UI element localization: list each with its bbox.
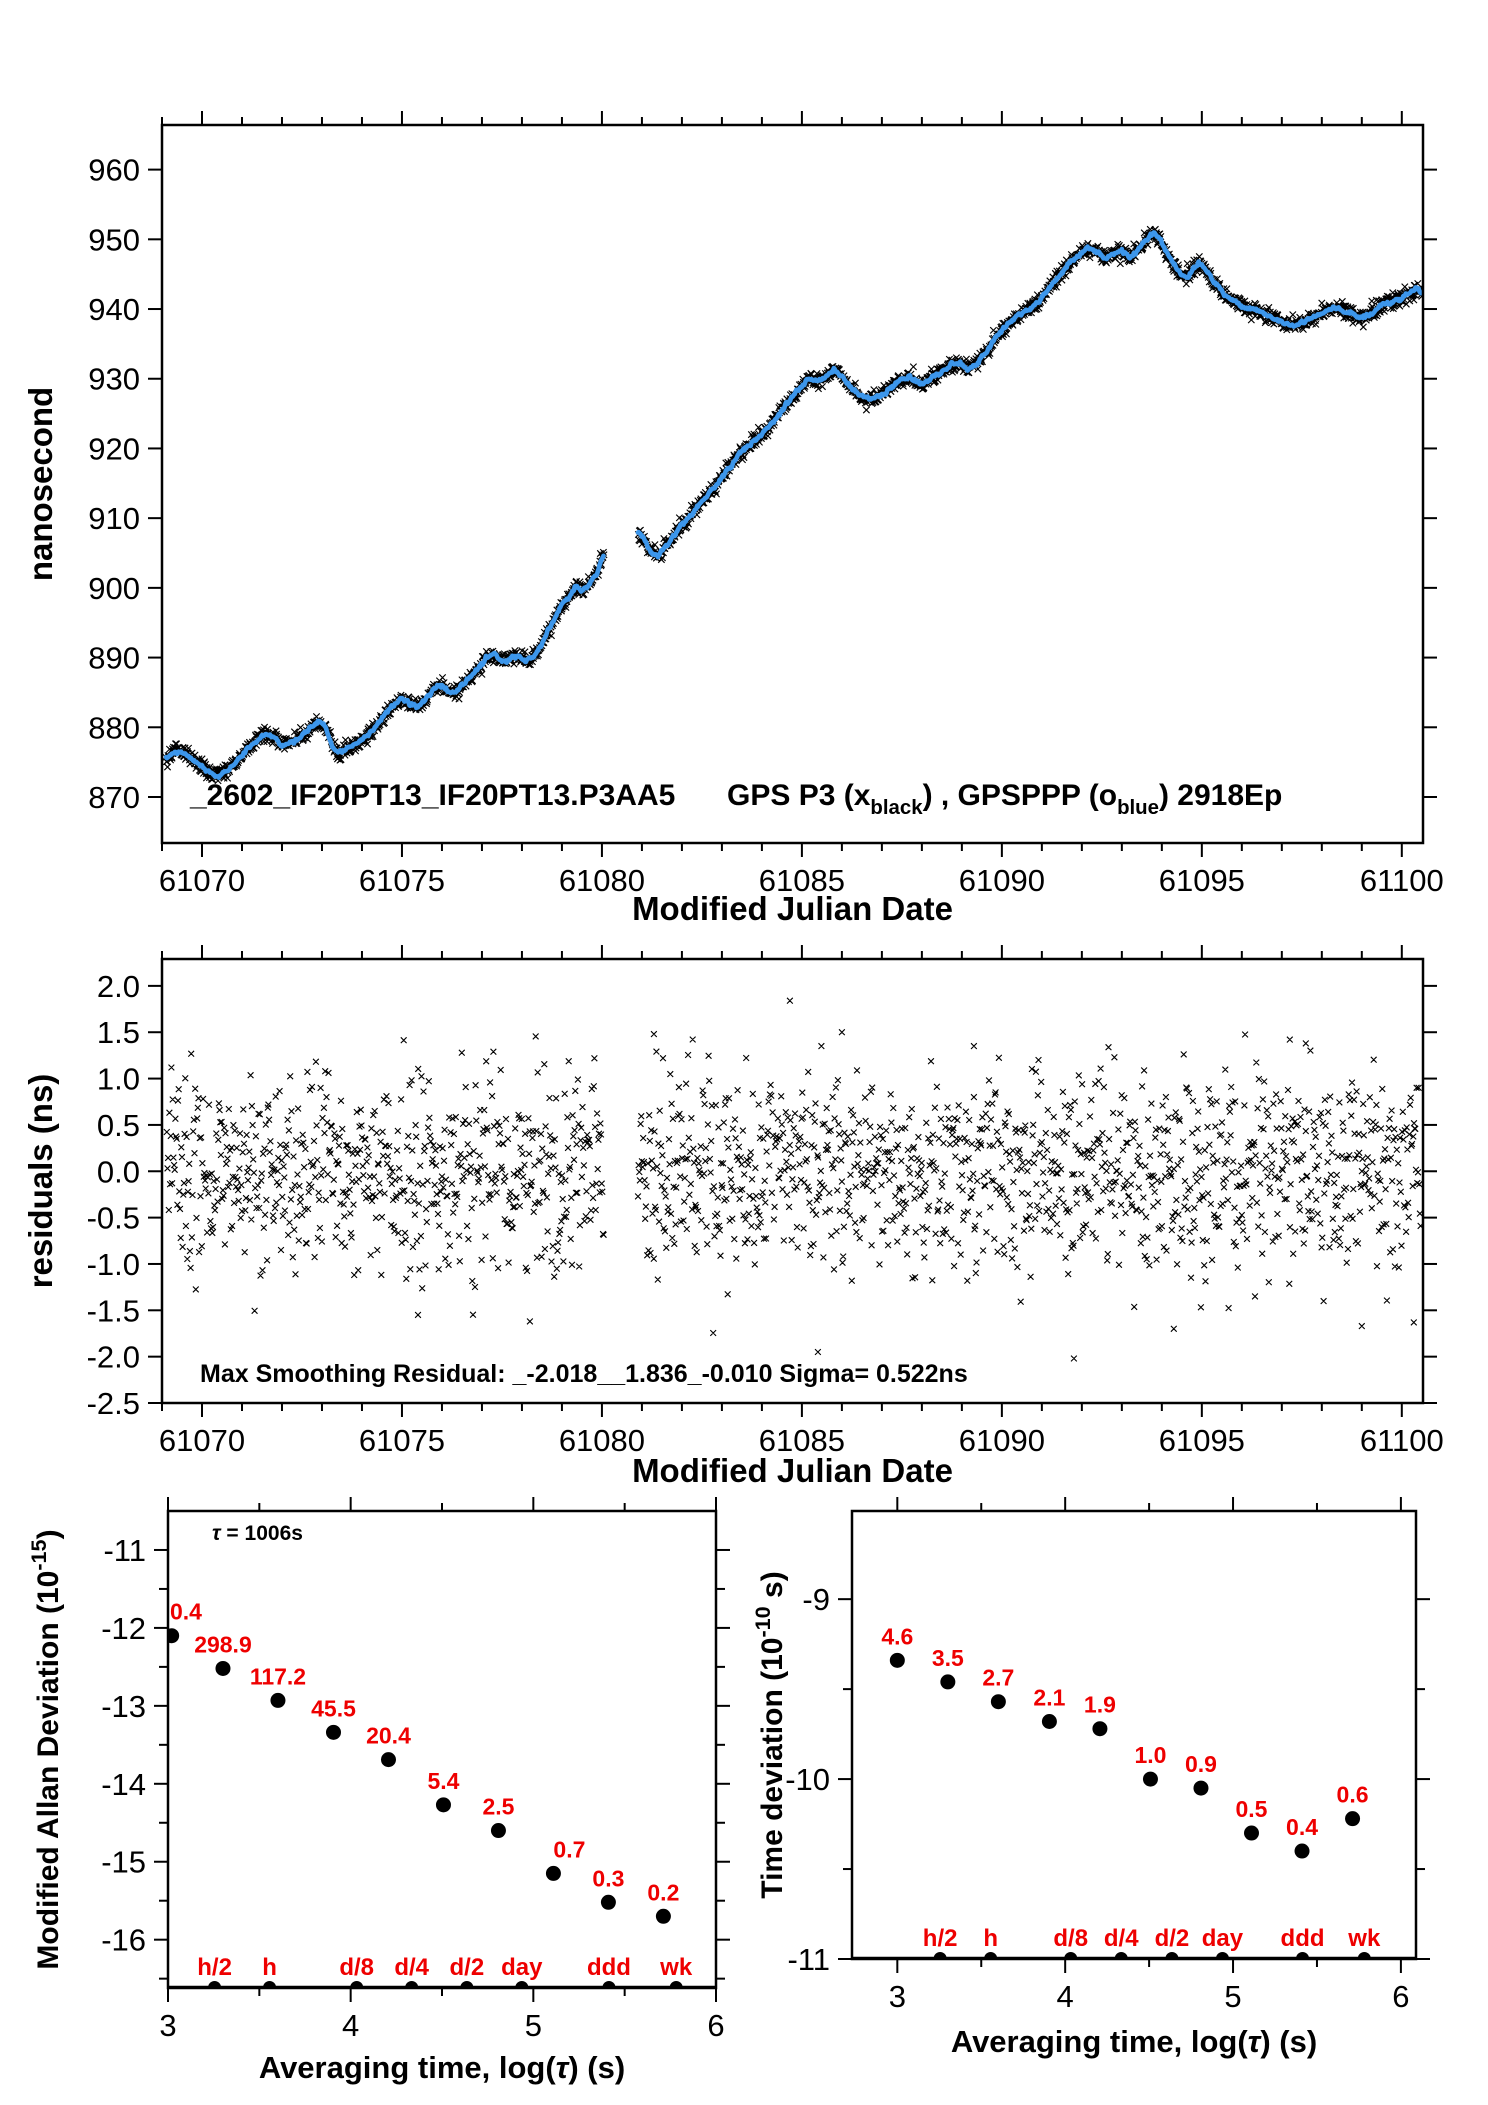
point-value-label: 20.4	[366, 1722, 411, 1749]
tdev-point	[1193, 1781, 1208, 1796]
y-tick-label: -1.5	[86, 1293, 140, 1329]
point-value-label: 0.9	[1184, 1751, 1217, 1778]
y-tick-label: -11	[103, 1532, 146, 1568]
mdev-point	[601, 1895, 616, 1910]
y-tick-label: -0.5	[86, 1200, 140, 1236]
y-tick-label: -2.5	[86, 1386, 140, 1421]
tau-marker-label: d/4	[1103, 1925, 1139, 1952]
point-value-label: 0.7	[553, 1836, 586, 1863]
mdev-point	[326, 1725, 341, 1740]
tdev-point	[940, 1674, 955, 1689]
y-tick-label: 910	[88, 501, 140, 537]
mdev-point	[381, 1752, 396, 1767]
y-tick-label: 900	[88, 570, 140, 606]
x-tick-label: 61070	[158, 863, 246, 898]
point-value-label: 0.2	[647, 1879, 680, 1906]
y-tick-label: -13	[101, 1688, 146, 1724]
x-tick-label: 61100	[1359, 863, 1444, 898]
y-tick-label: -9	[802, 1582, 830, 1618]
y-tick-label: -1.0	[86, 1246, 140, 1282]
y-axis-label: Modified Allan Deviation $(10^{-15})$	[26, 1529, 65, 1970]
tdev-point	[1345, 1811, 1360, 1826]
y-tick-label: 880	[88, 710, 140, 746]
x-tick-label: 6	[1392, 1979, 1410, 2014]
tdev-point	[1042, 1714, 1057, 1729]
plot-title-dataset: _2602_IF20PT13_IF20PT13.P3AA5	[190, 779, 676, 812]
x-tick-label: 61075	[358, 863, 446, 898]
point-value-label: 117.2	[249, 1663, 307, 1690]
point-value-label: 0.5	[1235, 1796, 1268, 1823]
point-value-label: 4.6	[881, 1623, 914, 1650]
mdev-point	[491, 1823, 506, 1838]
x-tick-label: 61080	[558, 863, 646, 898]
x-tick-label: 61085	[758, 863, 846, 898]
point-value-label: 0.3	[592, 1865, 625, 1892]
x-tick-label: 61095	[1158, 1423, 1245, 1458]
tau-marker-label: day	[1201, 1925, 1244, 1952]
y-tick-label: 2.0	[96, 968, 140, 1004]
y-tick-label: 960	[88, 152, 140, 188]
x-tick-label: 4	[1056, 1979, 1074, 2014]
y-tick-label: 890	[88, 640, 140, 676]
y-tick-label: -15	[101, 1844, 146, 1880]
x-tick-label: 61085	[758, 1423, 846, 1458]
y-tick-label: 950	[88, 222, 140, 258]
point-value-label: 2.7	[982, 1664, 1015, 1691]
tau-marker-label: d/4	[394, 1954, 430, 1981]
x-tick-label: 61070	[158, 1423, 246, 1458]
tdev-panel-frame	[852, 1511, 1416, 1959]
tau-marker-label: wk	[1348, 1925, 1381, 1952]
mdev-point	[215, 1661, 230, 1676]
mdev-point	[436, 1797, 451, 1812]
point-value-label: 1.9	[1083, 1691, 1116, 1718]
y-tick-label: -10	[785, 1762, 830, 1798]
point-value-label: 0.4	[1286, 1814, 1319, 1841]
mdev-point	[546, 1866, 561, 1881]
mdev-panel-frame	[168, 1511, 716, 1988]
tdev-point	[1143, 1772, 1158, 1787]
mdev-point	[164, 1628, 179, 1643]
tau-marker-label: h	[262, 1954, 277, 1981]
x-axis-label: Averaging time, log(τ) (s)	[950, 2024, 1318, 2059]
tau-marker-label: ddd	[1280, 1925, 1325, 1952]
point-value-label: 1.0	[1134, 1742, 1167, 1769]
y-axis-label: Time deviation ($10^{-10}$ s)	[750, 1571, 789, 1899]
x-tick-label: 61095	[1158, 863, 1245, 898]
tau-marker-label: wk	[660, 1954, 693, 1981]
y-tick-label: 930	[88, 361, 140, 397]
tau-marker-label: h/2	[197, 1954, 232, 1981]
tau-marker-label: d/2	[449, 1954, 485, 1981]
tdev-panel	[750, 1497, 1430, 2059]
x-tick-label: 61075	[358, 1423, 446, 1458]
y-tick-label: -2.0	[86, 1339, 140, 1375]
y-tick-label: 1.5	[96, 1015, 140, 1051]
y-tick-label: 940	[88, 292, 140, 328]
tau-annotation: τ = 1006s	[212, 1522, 303, 1545]
gpsppp-line	[166, 556, 604, 778]
tdev-point	[1295, 1844, 1310, 1859]
mdev-panel	[26, 1497, 730, 2085]
mdev-point	[270, 1693, 285, 1708]
x-tick-label: 61090	[958, 1423, 1045, 1458]
tau-marker-label: d/8	[339, 1954, 375, 1981]
y-tick-label: -11	[787, 1942, 830, 1977]
x-tick-label: 3	[159, 2008, 177, 2043]
residual-panel	[22, 945, 1444, 1489]
tau-marker-label: ddd	[586, 1954, 631, 1981]
tdev-point	[890, 1653, 905, 1668]
x-axis-label: Modified Julian Date	[632, 890, 953, 927]
tdev-point	[991, 1694, 1006, 1709]
x-tick-label: 4	[342, 2008, 360, 2043]
x-tick-label: 61090	[958, 863, 1045, 898]
y-tick-label: -16	[101, 1922, 146, 1958]
point-value-label: 3.5	[931, 1644, 964, 1671]
residual-scatter	[164, 998, 1424, 1362]
gps-p3-scatter	[163, 226, 1425, 784]
top-panel	[22, 111, 1444, 927]
top-panel-frame	[162, 125, 1423, 843]
point-value-label: 0.4	[170, 1598, 202, 1625]
x-tick-label: 5	[1224, 1979, 1242, 2014]
gpsppp-line	[638, 233, 1422, 558]
mdev-point	[656, 1909, 671, 1924]
tau-marker-label: h/2	[922, 1925, 958, 1952]
y-axis-label: residuals (ns)	[22, 1073, 59, 1289]
point-value-label: 0.6	[1336, 1781, 1369, 1808]
tau-marker-label: day	[501, 1954, 543, 1981]
y-tick-label: 1.0	[96, 1061, 140, 1097]
y-tick-label: 920	[88, 431, 140, 467]
tdev-point	[1092, 1721, 1107, 1736]
x-axis-label: Modified Julian Date	[632, 1452, 953, 1489]
tau-marker-label: h	[983, 1925, 998, 1952]
tau-marker-label: d/8	[1053, 1925, 1089, 1952]
tau-marker-label: d/2	[1154, 1925, 1190, 1952]
plot-title-series: GPS P3 $(x_{black})$ , GPSPPP $(o_{blue})$ 2918Ep	[727, 779, 1283, 819]
y-axis-label: nanosecond	[22, 386, 59, 582]
point-value-label: 298.9	[194, 1631, 252, 1658]
x-tick-label: 61100	[1359, 1423, 1444, 1458]
y-tick-label: 0.0	[96, 1154, 140, 1190]
x-axis-label: Averaging time, log(τ) (s)	[258, 2050, 626, 2085]
x-tick-label: 3	[888, 1979, 906, 2014]
x-tick-label: 6	[707, 2008, 725, 2043]
max-smoothing-annotation: Max Smoothing Residual: _-2.018__1.836_-0.010 Sigma= 0.522ns	[200, 1360, 968, 1388]
tdev-point	[1244, 1826, 1259, 1841]
y-tick-label: 0.5	[96, 1107, 140, 1143]
y-tick-label: -14	[101, 1766, 146, 1802]
x-tick-label: 5	[524, 2008, 542, 2043]
point-value-label: 5.4	[427, 1767, 460, 1794]
point-value-label: 2.5	[482, 1793, 515, 1820]
y-tick-label: 870	[88, 779, 140, 815]
point-value-label: 2.1	[1033, 1684, 1066, 1711]
point-value-label: 45.5	[311, 1695, 356, 1722]
y-tick-label: -12	[101, 1610, 146, 1646]
x-tick-label: 61080	[558, 1423, 646, 1458]
